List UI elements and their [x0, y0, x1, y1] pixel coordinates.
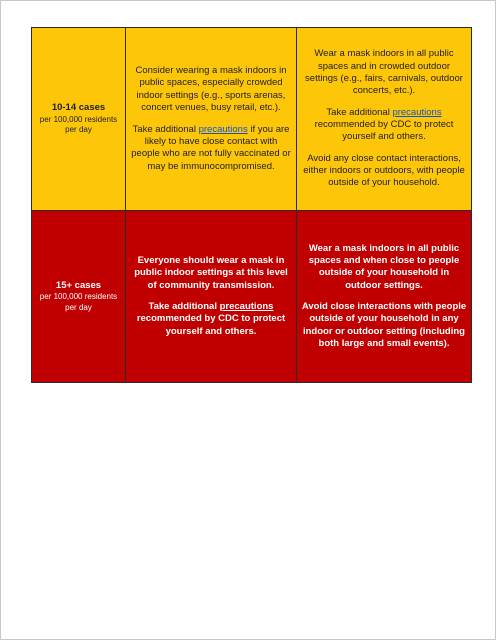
level-subtitle: per 100,000 residents per day	[39, 292, 118, 312]
table-row-10-14-cases	[32, 28, 472, 211]
level-title: 15+ cases	[55, 279, 102, 291]
table-row-15-plus-cases	[32, 211, 472, 383]
precautions-link[interactable]: precautions	[198, 123, 248, 135]
guidance-text: Avoid any close contact interactions, either indoors or outdoors, with people outside of your household.	[303, 152, 465, 189]
guidance-text: Wear a mask indoors in all public spaces and when close to people outside of your household in outdoor settings.	[308, 242, 460, 291]
risk-level-table	[31, 27, 472, 383]
guidance-cell-unvaccinated	[297, 28, 472, 211]
level-title: 10-14 cases	[51, 102, 106, 114]
guidance-text: Avoid close interactions with people outside of your household in any indoor or outdoor setting (including both large and small events).	[301, 301, 467, 350]
precautions-link[interactable]: precautions	[219, 301, 274, 312]
guidance-text: Everyone should wear a mask in public indoor settings at this level of community transmission.	[134, 254, 288, 291]
level-cell	[32, 211, 126, 383]
guidance-text: Wear a mask indoors in all public spaces and in crowded outdoor settings (e.g., fairs, carnivals, outdoor concerts, etc.).	[305, 48, 463, 97]
guidance-text: Take additional precautions recommended by CDC to protect yourself and others.	[314, 106, 454, 143]
guidance-text: Take additional precautions recommended by CDC to protect yourself and others.	[136, 301, 286, 337]
level-subtitle: per 100,000 residents per day	[39, 114, 118, 135]
guidance-cell-general	[126, 28, 297, 211]
guidance-cell-unvaccinated	[297, 211, 472, 383]
guidance-text: Consider wearing a mask indoors in public spaces, especially crowded indoor settings (e.g., sports arenas, concert venues, busy retail, etc.).	[135, 65, 287, 114]
guidance-text: Take additional precautions if you are likely to have close contact with people who are not fully vaccinated or may be immunocompromised.	[131, 123, 291, 172]
precautions-link[interactable]: precautions	[392, 106, 442, 118]
level-cell	[32, 28, 126, 211]
guidance-cell-general	[126, 211, 297, 383]
